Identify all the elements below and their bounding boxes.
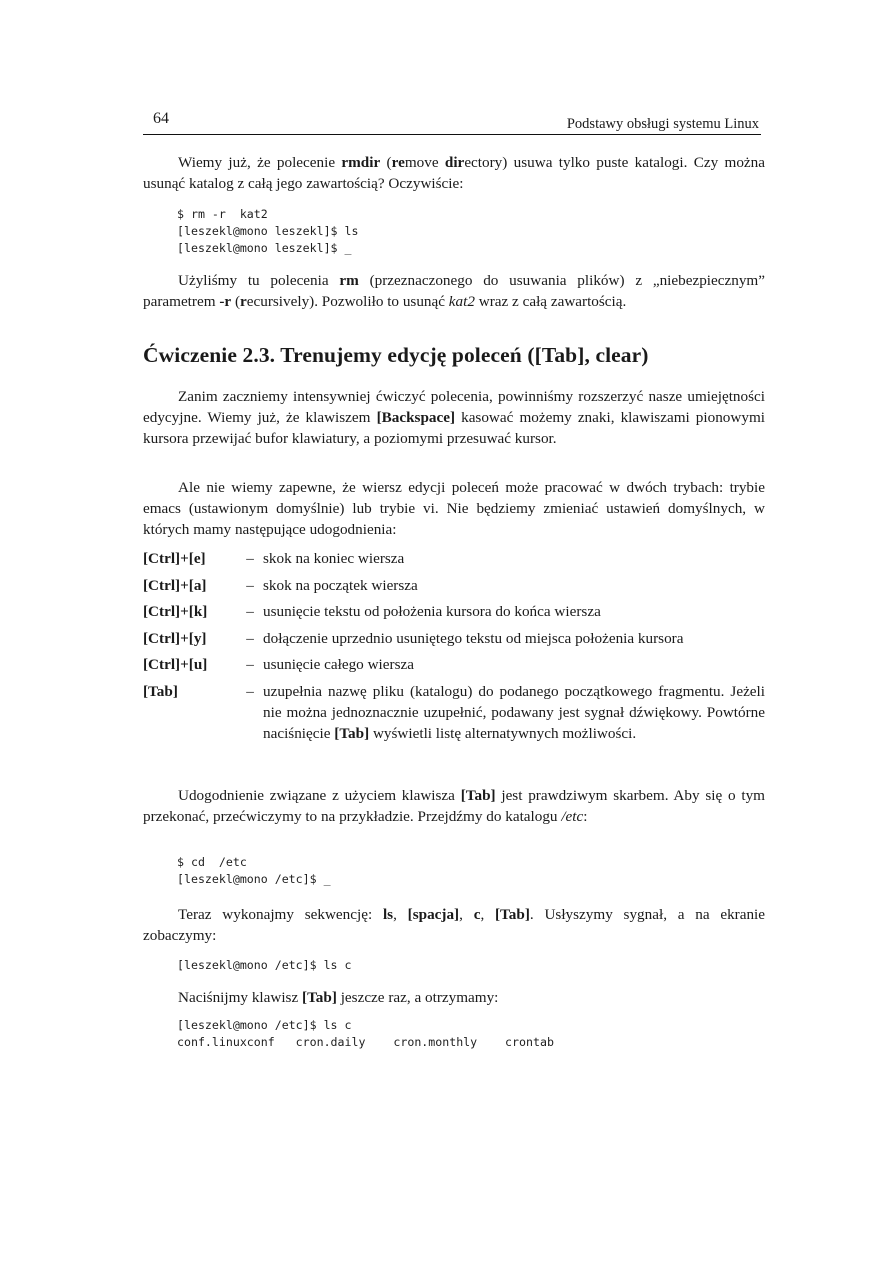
text: kasować możemy znaki, klawiszami pionowymi kursora przewijać bufor klawiatury, a poziomymi przesuwać kursor. xyxy=(143,409,765,447)
shortcut-description: skok na koniec wiersza xyxy=(263,550,405,567)
directory-name: /etc xyxy=(561,808,584,825)
code-block-cd xyxy=(177,854,331,888)
text: Naciśnijmy klawisz xyxy=(178,989,303,1006)
shortcut-key: [Tab] xyxy=(143,682,178,700)
shortcut-key: [Ctrl]+[u] xyxy=(143,656,208,673)
text: uzupełnia nazwę pliku (katalogu) do podanego początkowego fragmentu. Jeżeli nie można jednoznacznie uzupełnić, podawany jest sygnał dźwiękowy. Powtórne naciśnięcie xyxy=(263,682,765,742)
dash: – xyxy=(246,629,254,647)
section-title: Ćwiczenie 2.3. Trenujemy edycję poleceń ([Tab], clear) xyxy=(143,343,649,367)
paragraph-sequence xyxy=(143,904,765,946)
key-name: [Tab] xyxy=(495,906,530,923)
dash: – xyxy=(246,576,254,594)
text: jeszcze raz, a otrzymamy: xyxy=(336,989,499,1006)
command-name: rmdir xyxy=(341,154,381,171)
shortcut-key: [Ctrl]+[a] xyxy=(143,576,207,594)
code-line: [leszekl@mono leszekl]$ ls xyxy=(177,224,359,238)
shortcut-row xyxy=(143,601,765,622)
keyword: dir xyxy=(444,154,465,171)
page-header xyxy=(143,108,761,135)
text: . Usłyszymy sygnał, a na ekranie zobaczymy: xyxy=(143,906,766,944)
shortcut-description: skok na początek wiersza xyxy=(263,576,418,594)
key-name: [spacja] xyxy=(407,906,460,923)
text: ectory) usuwa tylko puste katalogi. Czy można usunąć katalog z całą jego zawartością? Oczywiście: xyxy=(143,154,765,192)
text: , xyxy=(393,906,408,923)
text: wraz z całą zawartością. xyxy=(474,293,627,310)
paragraph-press-tab xyxy=(143,987,765,1008)
key-name: c xyxy=(473,906,481,923)
directory-name: kat2 xyxy=(448,293,475,310)
shortcut-description: usunięcie całego wiersza xyxy=(263,656,414,673)
code-line: [leszekl@mono leszekl]$ _ xyxy=(177,241,352,255)
shortcut-row xyxy=(143,628,765,649)
code-line: conf.linuxconf cron.daily cron.monthly crontab xyxy=(177,1035,554,1049)
key-name: [Tab] xyxy=(460,787,496,804)
code-line: [leszekl@mono /etc]$ _ xyxy=(177,872,331,886)
code-line: [leszekl@mono /etc]$ ls c xyxy=(177,1018,352,1032)
shortcut-description: dołączenie uprzednio usuniętego tekstu od miejsca położenia kursora xyxy=(263,629,684,647)
text: ( xyxy=(380,154,392,171)
paragraph-intro xyxy=(143,386,765,449)
dash: – xyxy=(246,550,254,567)
code-block-rm xyxy=(177,206,358,257)
text: Ale nie wiemy zapewne, że wiersz edycji poleceń może pracować w dwóch trybach: trybie emacs (ustawionym domyślnie) lub trybie vi. Nie będziemy zmieniać ustawień domyślnych, w których mamy następujące udogodnienia: xyxy=(143,479,765,538)
keyword: re xyxy=(391,154,405,171)
paragraph-rm xyxy=(143,270,765,312)
shortcut-row xyxy=(143,681,765,744)
key-name: [Tab] xyxy=(334,724,370,742)
text: Wiemy już, że polecenie xyxy=(178,154,342,171)
text: move xyxy=(404,154,445,171)
parameter: -r xyxy=(219,293,232,310)
shortcut-key: [Ctrl]+[k] xyxy=(143,603,208,620)
key-name: [Backspace] xyxy=(376,409,456,426)
text: Zanim zaczniemy intensywniej ćwiczyć polecenia, powinniśmy rozszerzyć nasze umiejętności edycyjne. Wiemy już, że klawiszem xyxy=(143,388,765,426)
dash: – xyxy=(246,682,254,700)
shortcut-description xyxy=(263,681,765,744)
keyword: r xyxy=(240,293,247,310)
shortcut-key: [Ctrl]+[e] xyxy=(143,550,206,567)
code-line: [leszekl@mono /etc]$ ls c xyxy=(177,958,352,972)
running-title: Podstawy obsługi systemu Linux xyxy=(566,116,759,132)
shortcut-key: [Ctrl]+[y] xyxy=(143,629,207,647)
text: Teraz wykonajmy sekwencję: xyxy=(178,906,383,923)
text: ( xyxy=(231,293,240,310)
text: : xyxy=(583,808,588,825)
code-line: $ rm -r kat2 xyxy=(177,207,268,221)
text: wyświetli listę alternatywnych możliwości. xyxy=(369,724,637,742)
paragraph-rmdir xyxy=(143,152,765,194)
paragraph-modes xyxy=(143,477,765,540)
key-name: [Tab] xyxy=(302,989,337,1006)
text: Udogodnienie związane z użyciem klawisza xyxy=(178,787,461,804)
shortcut-row xyxy=(143,575,765,596)
shortcut-list xyxy=(143,548,765,749)
key-name: ls xyxy=(382,906,394,923)
paragraph-tab xyxy=(143,785,765,827)
dash: – xyxy=(246,603,254,620)
text: , xyxy=(480,906,495,923)
shortcut-description: usunięcie tekstu od położenia kursora do końca wiersza xyxy=(263,603,601,620)
text: Użyliśmy tu polecenia xyxy=(178,272,340,289)
shortcut-row xyxy=(143,654,765,675)
text: (przeznaczonego do usuwania plików) z „niebezpiecznym” parametrem xyxy=(143,272,765,310)
code-block-ls xyxy=(177,957,352,974)
command-name: rm xyxy=(339,272,359,289)
text: ecursively). Pozwoliło to usunąć xyxy=(246,293,449,310)
page-number: 64 xyxy=(153,110,169,127)
text: jest prawdziwym skarbem. Aby się o tym przekonać, przećwiczymy to na przykładzie. Przejdźmy do katalogu xyxy=(143,787,765,825)
dash: – xyxy=(246,656,254,673)
shortcut-row xyxy=(143,548,765,569)
code-line: $ cd /etc xyxy=(177,855,247,869)
code-block-ls-result xyxy=(177,1017,554,1051)
text: , xyxy=(459,906,474,923)
